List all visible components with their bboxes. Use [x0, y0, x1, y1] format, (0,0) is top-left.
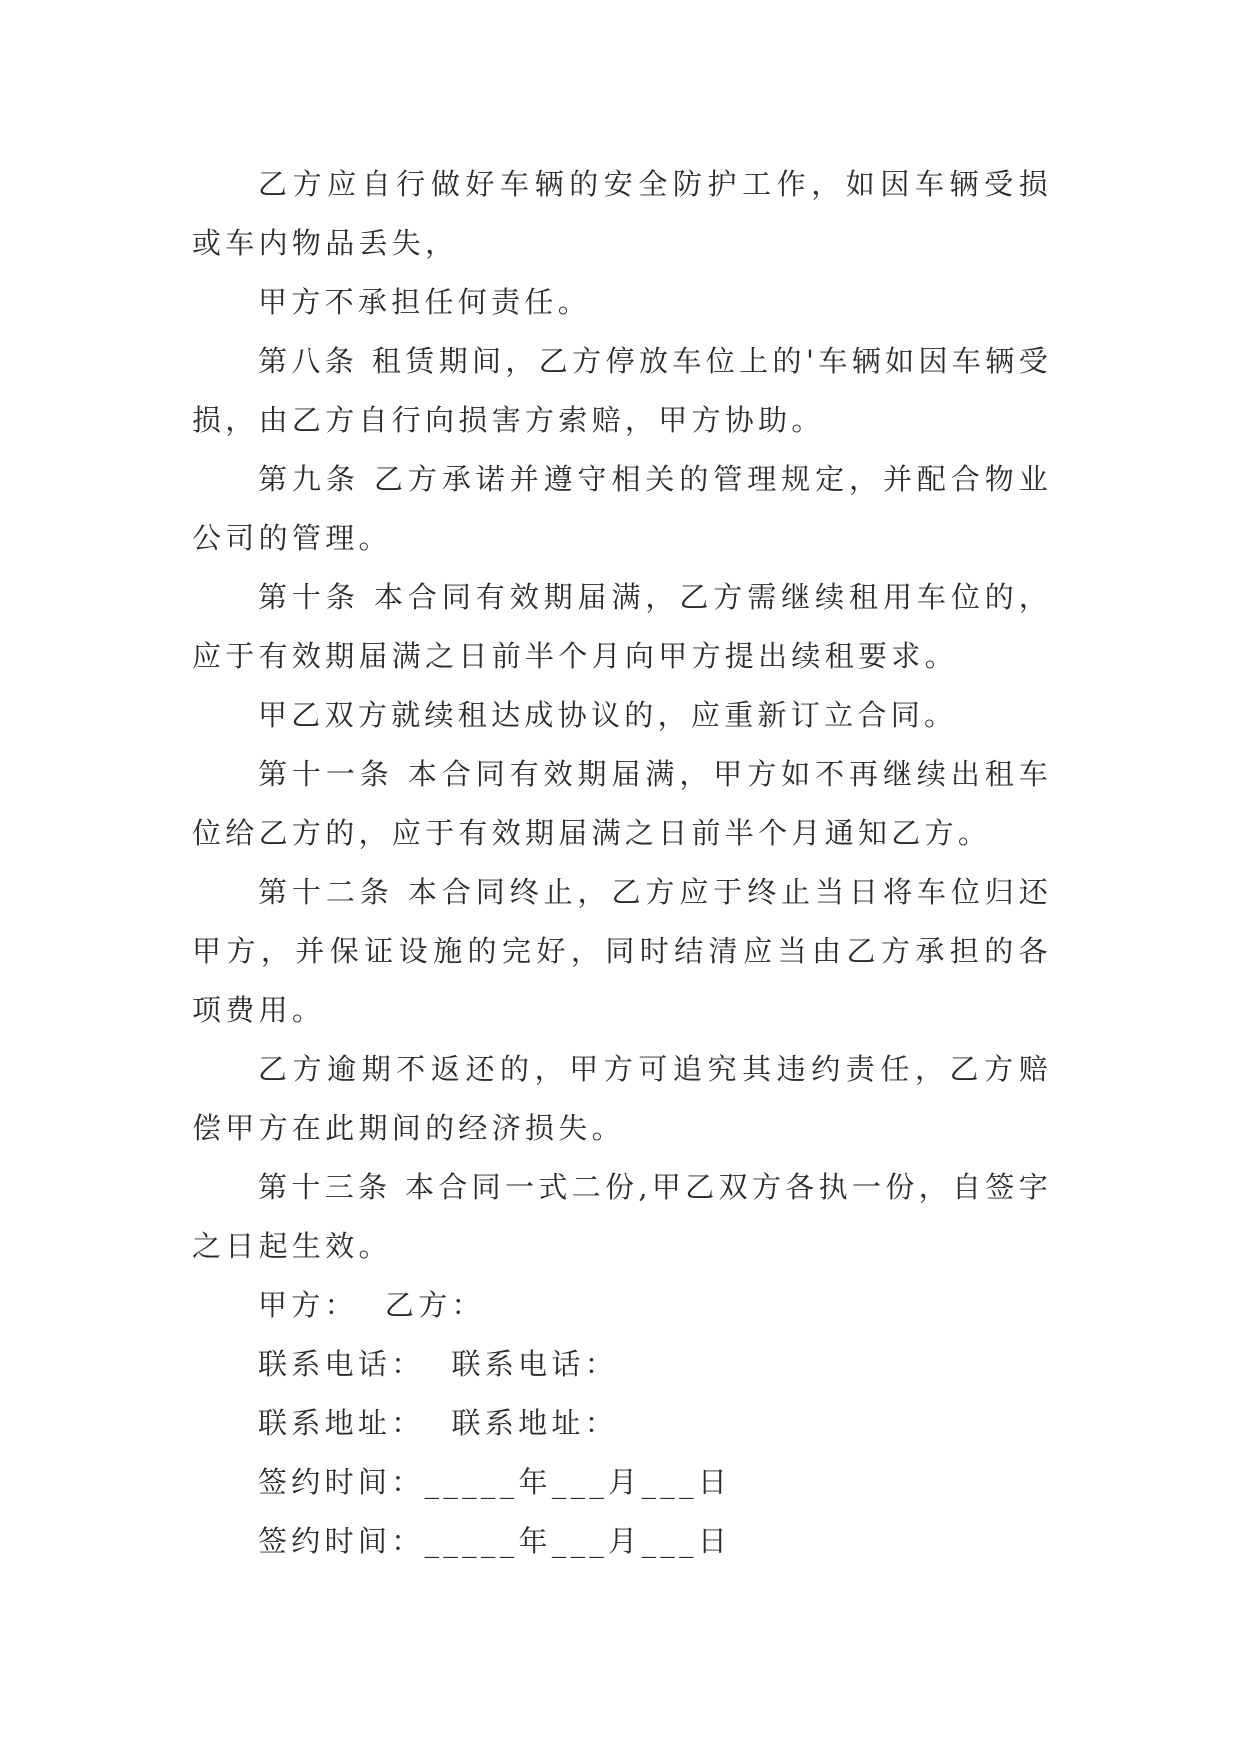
signature-phone: 联系电话： 联系电话： [258, 1347, 619, 1381]
article-12: 第十二条 本合同终止，乙方应于终止当日将车位归还甲方，并保证设施的完好，同时结清应当由乙方承担的各项费用。 [192, 875, 1052, 1027]
article-9: 第九条 乙方承诺并遵守相关的管理规定，并配合物业公司的管理。 [192, 462, 1052, 555]
paragraph-no-liability: 甲方不承担任何责任。 [258, 285, 592, 319]
paragraph-vehicle-protection: 乙方应自行做好车辆的安全防护工作，如因车辆受损或车内物品丢失， [192, 167, 1052, 260]
paragraph-renewal-agreement: 甲乙双方就续租达成协议的，应重新订立合同。 [258, 698, 958, 732]
document-body [192, 155, 1052, 1571]
signature-date-1: 签约时间：_____年___月___日 [258, 1465, 732, 1499]
signature-parties: 甲方： 乙方： [258, 1288, 485, 1322]
signature-address: 联系地址： 联系地址： [258, 1406, 619, 1440]
paragraph-overdue-return: 乙方逾期不返还的，甲方可追究其违约责任，乙方赔偿甲方在此期间的经济损失。 [192, 1052, 1052, 1145]
article-8: 第八条 租赁期间，乙方停放车位上的'车辆如因车辆受损，由乙方自行向损害方索赔，甲方协助。 [192, 344, 1052, 437]
article-11: 第十一条 本合同有效期届满，甲方如不再继续出租车位给乙方的，应于有效期届满之日前半个月通知乙方。 [192, 757, 1052, 850]
article-10: 第十条 本合同有效期届满，乙方需继续租用车位的，应于有效期届满之日前半个月向甲方提出续租要求。 [192, 580, 1052, 673]
article-13: 第十三条 本合同一式二份,甲乙双方各执一份，自签字之日起生效。 [192, 1170, 1052, 1263]
signature-date-2: 签约时间：_____年___月___日 [258, 1524, 732, 1558]
